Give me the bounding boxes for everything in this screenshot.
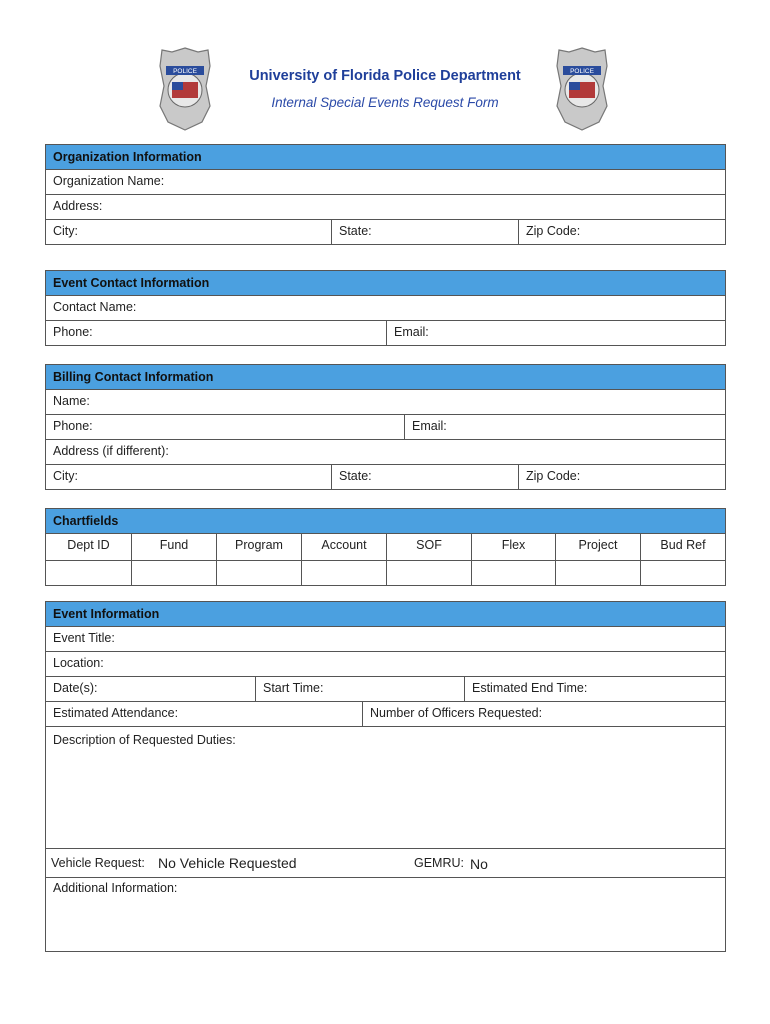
contact-phone-field[interactable] xyxy=(46,321,386,345)
additional-information-field[interactable] xyxy=(46,878,725,952)
billing-email-label: Email: xyxy=(412,419,447,433)
svg-text:POLICE: POLICE xyxy=(570,68,594,75)
additional-information-label: Additional Information: xyxy=(53,881,178,895)
event-vehicle-row xyxy=(46,849,725,878)
billing-zip-label: Zip Code: xyxy=(526,469,581,483)
chartfield-input-program[interactable] xyxy=(216,561,301,586)
billing-state-field[interactable] xyxy=(331,465,518,489)
event-location-label: Location: xyxy=(53,656,104,670)
chartfield-header-bud-ref: Bud Ref xyxy=(640,534,725,561)
billing-phone-field[interactable] xyxy=(46,415,404,439)
contact-name-label: Contact Name: xyxy=(53,300,137,314)
gemru-value[interactable]: No xyxy=(470,856,488,872)
organization-address-label: Address: xyxy=(53,199,103,213)
chartfield-input-flex[interactable] xyxy=(471,561,555,586)
chartfield-input-sof[interactable] xyxy=(386,561,471,586)
chartfield-header-dept-id: Dept ID xyxy=(67,538,110,552)
event-officers-label: Number of Officers Requested: xyxy=(370,706,543,720)
chartfield-header-fund: Fund xyxy=(131,534,216,561)
chartfield-input-dept-id[interactable] xyxy=(46,561,131,586)
organization-state-label: State: xyxy=(339,224,372,238)
event-contact-heading: Event Contact Information xyxy=(46,271,725,296)
organization-name-row[interactable] xyxy=(46,170,725,195)
form-title: University of Florida Police Department xyxy=(249,68,521,84)
event-dates-label: Date(s): xyxy=(53,681,98,695)
chartfields-section xyxy=(45,508,726,586)
chartfields-value-row xyxy=(46,561,725,586)
billing-phone-email-row xyxy=(46,415,725,440)
billing-city-label: City: xyxy=(53,469,78,483)
chartfield-input-project[interactable] xyxy=(555,561,640,586)
event-contact-section xyxy=(45,270,726,346)
billing-section xyxy=(45,364,726,490)
chartfields-header-row xyxy=(46,534,725,561)
billing-state-label: State: xyxy=(339,469,372,483)
event-attendance-field[interactable] xyxy=(46,702,362,726)
organization-city-row xyxy=(46,220,725,245)
billing-name-label: Name: xyxy=(53,394,90,408)
event-title-row[interactable] xyxy=(46,627,725,652)
gemru-label: GEMRU: xyxy=(414,856,464,870)
event-attendance-row xyxy=(46,702,725,727)
event-title-label: Event Title: xyxy=(53,631,115,645)
organization-state-field[interactable] xyxy=(331,220,518,244)
organization-city-label: City: xyxy=(53,224,78,238)
billing-name-row[interactable] xyxy=(46,390,725,415)
vehicle-request-value[interactable]: No Vehicle Requested xyxy=(158,855,297,871)
form-subtitle: Internal Special Events Request Form xyxy=(271,95,499,110)
event-dates-field[interactable] xyxy=(46,677,255,701)
contact-phone-email-row xyxy=(46,321,725,346)
organization-zip-label: Zip Code: xyxy=(526,224,581,238)
event-heading: Event Information xyxy=(46,602,725,627)
billing-zip-field[interactable] xyxy=(518,465,725,489)
chartfields-heading: Chartfields xyxy=(46,509,725,534)
event-description-field[interactable] xyxy=(46,727,725,849)
event-section xyxy=(45,601,726,952)
event-start-time-label: Start Time: xyxy=(263,681,324,695)
police-badge-logo-left xyxy=(158,46,212,132)
billing-address-label: Address (if different): xyxy=(53,444,169,458)
event-attendance-label: Estimated Attendance: xyxy=(53,706,179,720)
event-description-label: Description of Requested Duties: xyxy=(53,733,236,747)
chartfield-input-account[interactable] xyxy=(301,561,386,586)
organization-heading: Organization Information xyxy=(46,145,725,170)
contact-phone-label: Phone: xyxy=(53,325,93,339)
contact-email-label: Email: xyxy=(394,325,429,339)
contact-email-field[interactable] xyxy=(386,321,725,345)
billing-city-field[interactable] xyxy=(46,465,331,489)
organization-zip-field[interactable] xyxy=(518,220,725,244)
organization-address-row[interactable] xyxy=(46,195,725,220)
svg-text:POLICE: POLICE xyxy=(173,68,197,75)
event-end-time-label: Estimated End Time: xyxy=(472,681,588,695)
event-officers-field[interactable] xyxy=(362,702,725,726)
organization-section xyxy=(45,144,726,245)
billing-email-field[interactable] xyxy=(404,415,725,439)
chartfield-header-sof: SOF xyxy=(386,534,471,561)
chartfield-header-account: Account xyxy=(301,534,386,561)
chartfield-header-project: Project xyxy=(555,534,640,561)
billing-address-row[interactable] xyxy=(46,440,725,465)
event-location-row[interactable] xyxy=(46,652,725,677)
organization-city-field[interactable] xyxy=(46,220,331,244)
chartfield-input-bud-ref[interactable] xyxy=(640,561,725,586)
event-end-time-field[interactable] xyxy=(464,677,725,701)
chartfield-header-program: Program xyxy=(216,534,301,561)
event-start-time-field[interactable] xyxy=(255,677,464,701)
vehicle-request-label: Vehicle Request: xyxy=(51,856,145,870)
chartfield-input-fund[interactable] xyxy=(131,561,216,586)
billing-phone-label: Phone: xyxy=(53,419,93,433)
billing-heading: Billing Contact Information xyxy=(46,365,725,390)
police-badge-logo-right xyxy=(555,46,609,132)
organization-name-label: Organization Name: xyxy=(53,174,165,188)
contact-name-row[interactable] xyxy=(46,296,725,321)
event-dates-row xyxy=(46,677,725,702)
chartfield-header-flex: Flex xyxy=(471,534,555,561)
billing-city-row xyxy=(46,465,725,490)
